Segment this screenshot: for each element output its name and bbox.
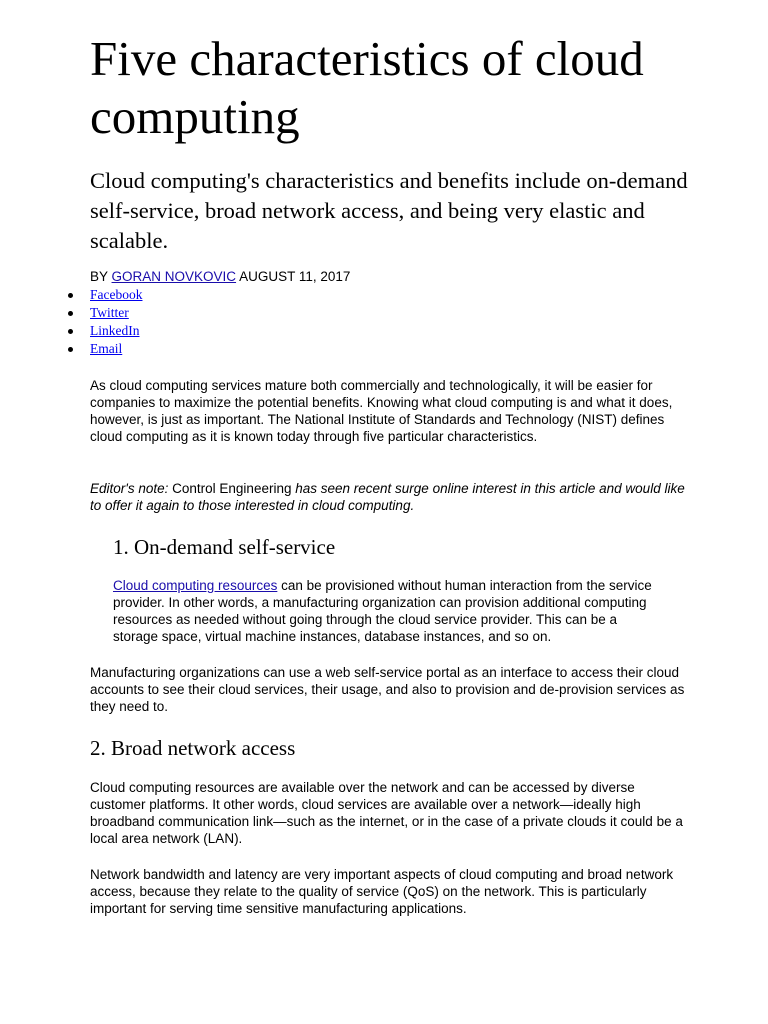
editors-note-lead: Editor's note: (90, 481, 169, 496)
cloud-resources-link[interactable]: Cloud computing resources (113, 578, 278, 593)
share-item-facebook (90, 286, 142, 304)
editors-note-publication: Control Engineering (172, 481, 292, 496)
share-item-linkedin (90, 322, 142, 340)
share-links (90, 286, 142, 358)
linkedin-share-link[interactable]: LinkedIn (90, 323, 140, 338)
editors-note-text: has seen recent surge online interest in this article and would like to offer it again to those interested in cloud computing. (90, 481, 685, 513)
share-item-email (90, 340, 142, 358)
on-demand-paragraph-1-text: can be provisioned without human interaction from the service provider. In other words, a manufacturing organization can provision additional computing resources as needed without going through the cloud service provider. This can be a storage space, virtual machine instances, database instances, and so on. (113, 578, 652, 644)
editors-note (90, 480, 690, 514)
byline (90, 268, 350, 286)
section-heading-on-demand: 1. On-demand self-service (113, 535, 336, 559)
author-link[interactable]: GORAN NOVKOVIC (111, 269, 237, 284)
on-demand-paragraph-1 (113, 577, 653, 645)
email-share-link[interactable]: Email (90, 341, 123, 356)
twitter-share-link[interactable]: Twitter (90, 305, 129, 320)
share-item-twitter (90, 304, 142, 322)
broad-network-paragraph-1: Cloud computing resources are available over the network and can be accessed by diverse customer platforms. It other words, cloud services are available over a network—ideally high broadband communication link—such as the internet, or in the case of a private clouds it could be a local area network (LAN). (90, 780, 683, 846)
facebook-share-link[interactable]: Facebook (90, 287, 143, 302)
publish-date: AUGUST 11, 2017 (239, 269, 351, 284)
article-title: Five characteristics of cloud computing (90, 31, 644, 144)
on-demand-paragraph-2: Manufacturing organizations can use a web self-service portal as an interface to access their cloud accounts to see their cloud services, their usage, and also to provision and de-provision services as they need to. (90, 665, 685, 714)
section-heading-broad-network: 2. Broad network access (90, 736, 296, 760)
intro-paragraph: As cloud computing services mature both commercially and technologically, it will be easier for companies to maximize the potential benefits. Knowing what cloud computing is and what it does, however, is just as important. The National Institute of Standards and Technology (NIST) defines cloud computing as it is known today through five particular characteristics. (90, 378, 673, 444)
article-subtitle: Cloud computing's characteristics and benefits include on-demand self-service, broad network access, and being very elastic and scalable. (90, 168, 688, 253)
broad-network-paragraph-2: Network bandwidth and latency are very important aspects of cloud computing and broad network access, because they relate to the quality of service (QoS) on the network. This is particularly important for serving time sensitive manufacturing applications. (90, 867, 674, 916)
byline-prefix: BY (90, 269, 108, 284)
